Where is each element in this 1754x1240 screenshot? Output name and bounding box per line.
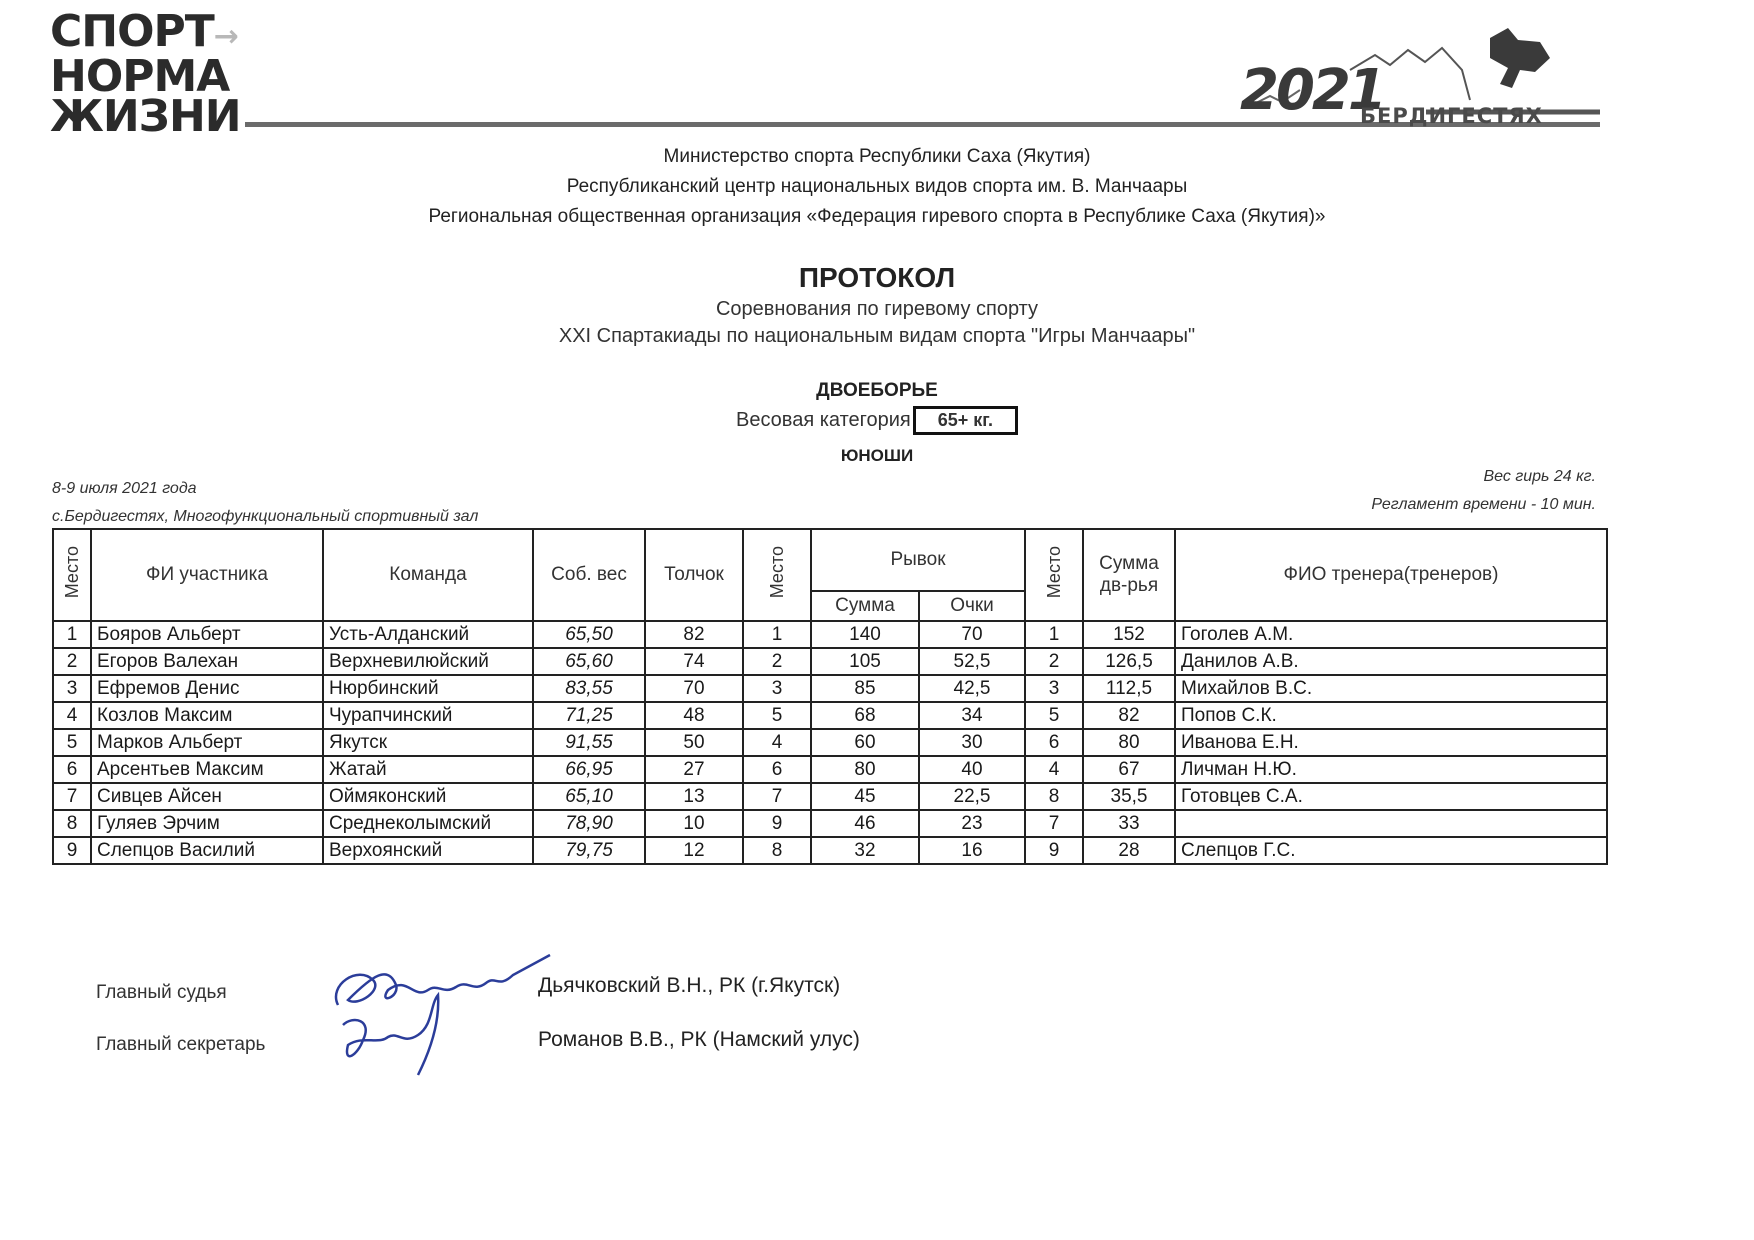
cell-jerk-place: 9 <box>743 810 811 837</box>
cell-jerk: 48 <box>645 702 743 729</box>
cell-bodyweight: 65,50 <box>533 621 645 648</box>
cell-snatch-sum: 140 <box>811 621 919 648</box>
org-line-ministry: Министерство спорта Республики Саха (Якутия) <box>663 146 1091 167</box>
cell-snatch-sum: 32 <box>811 837 919 864</box>
org-line-center: Республиканский центр национальных видов спорта им. В. Манчаары <box>566 176 1188 197</box>
results-table <box>52 528 1608 865</box>
cell-total: 35,5 <box>1083 783 1175 810</box>
cell-name: Бояров Альберт <box>91 621 323 648</box>
cell-jerk-place: 6 <box>743 756 811 783</box>
cell-jerk-place: 5 <box>743 702 811 729</box>
competition-venue: с.Бердигестях, Многофункциональный спортивный зал <box>52 508 479 525</box>
handwritten-signatures <box>318 945 558 1095</box>
logo-line-1: СПОРТ <box>50 6 214 57</box>
subtitle <box>0 296 1754 350</box>
weight-category-label: Весовая категория <box>735 409 911 431</box>
cell-snatch-place: 3 <box>1025 675 1083 702</box>
logo-sport-norma-zhizni <box>50 6 250 142</box>
header-snatch-points: Очки <box>919 591 1025 621</box>
header-place: Место <box>53 529 91 621</box>
arrow-right-icon: → <box>213 19 238 54</box>
cell-jerk: 12 <box>645 837 743 864</box>
cell-snatch-place: 9 <box>1025 837 1083 864</box>
cell-snatch-points: 22,5 <box>919 783 1025 810</box>
cell-place: 5 <box>53 729 91 756</box>
cell-snatch-sum: 80 <box>811 756 919 783</box>
cell-snatch-sum: 45 <box>811 783 919 810</box>
cell-jerk-place: 1 <box>743 621 811 648</box>
cell-coach: Михайлов В.С. <box>1175 675 1607 702</box>
table-row <box>53 648 1607 675</box>
cell-place: 3 <box>53 675 91 702</box>
cell-snatch-points: 40 <box>919 756 1025 783</box>
header-jerk-place: Место <box>743 529 811 621</box>
age-group: ЮНОШИ <box>840 446 914 465</box>
cell-jerk: 10 <box>645 810 743 837</box>
logo-line-2: НОРМА <box>50 51 230 102</box>
chief-judge-label: Главный судья <box>96 982 227 1003</box>
cell-bodyweight: 71,25 <box>533 702 645 729</box>
cell-snatch-place: 4 <box>1025 756 1083 783</box>
cell-name: Марков Альберт <box>91 729 323 756</box>
cell-jerk: 70 <box>645 675 743 702</box>
discipline-title: ДВОЕБОРЬЕ <box>816 380 938 401</box>
cell-snatch-sum: 85 <box>811 675 919 702</box>
cell-name: Арсентьев Максим <box>91 756 323 783</box>
header-name: ФИ участника <box>91 529 323 621</box>
weight-category-row <box>0 406 1754 435</box>
competition-date: 8-9 июля 2021 года <box>52 480 197 497</box>
cell-team: Верхневилюйский <box>323 648 533 675</box>
cell-jerk-place: 3 <box>743 675 811 702</box>
table-row <box>53 675 1607 702</box>
cell-team: Жатай <box>323 756 533 783</box>
kettlebell-weight: Вес гирь 24 кг. <box>1483 468 1596 485</box>
cell-snatch-sum: 68 <box>811 702 919 729</box>
cell-bodyweight: 65,60 <box>533 648 645 675</box>
cell-bodyweight: 65,10 <box>533 783 645 810</box>
subtitle-line-2: XXI Спартакиады по национальным видам спорта "Игры Манчаары" <box>558 325 1196 347</box>
cell-bodyweight: 79,75 <box>533 837 645 864</box>
cell-team: Верхоянский <box>323 837 533 864</box>
cell-place: 6 <box>53 756 91 783</box>
cell-snatch-sum: 60 <box>811 729 919 756</box>
cell-snatch-points: 23 <box>919 810 1025 837</box>
cell-team: Среднеколымский <box>323 810 533 837</box>
table-row <box>53 837 1607 864</box>
cell-total: 67 <box>1083 756 1175 783</box>
cell-snatch-sum: 105 <box>811 648 919 675</box>
cell-snatch-points: 42,5 <box>919 675 1025 702</box>
cell-name: Гуляев Эрчим <box>91 810 323 837</box>
cell-place: 4 <box>53 702 91 729</box>
cell-snatch-place: 5 <box>1025 702 1083 729</box>
cell-name: Козлов Максим <box>91 702 323 729</box>
header-team: Команда <box>323 529 533 621</box>
chief-secretary-name: Романов В.В., РК (Намский улус) <box>538 1028 860 1051</box>
header-total <box>1083 529 1175 621</box>
table-row <box>53 729 1607 756</box>
cell-team: Якутск <box>323 729 533 756</box>
cell-coach: Иванова Е.Н. <box>1175 729 1607 756</box>
header-total-line2: дв-рья <box>1099 575 1159 596</box>
cell-jerk: 74 <box>645 648 743 675</box>
cell-coach: Попов С.К. <box>1175 702 1607 729</box>
cell-snatch-points: 52,5 <box>919 648 1025 675</box>
cell-name: Сивцев Айсен <box>91 783 323 810</box>
table-row <box>53 783 1607 810</box>
header-coach: ФИО тренера(тренеров) <box>1175 529 1607 621</box>
cell-place: 9 <box>53 837 91 864</box>
subtitle-line-1: Соревнования по гиревому спорту <box>715 298 1039 320</box>
cell-snatch-points: 70 <box>919 621 1025 648</box>
cell-coach <box>1175 810 1607 837</box>
header-snatch: Рывок <box>811 529 1025 591</box>
logo-line-3: ЖИЗНИ <box>50 91 241 142</box>
table-row <box>53 810 1607 837</box>
cell-total: 112,5 <box>1083 675 1175 702</box>
cell-jerk-place: 4 <box>743 729 811 756</box>
cell-name: Егоров Валехан <box>91 648 323 675</box>
time-limit: Регламент времени - 10 мин. <box>1371 496 1596 513</box>
chief-secretary-label: Главный секретарь <box>96 1034 266 1055</box>
cell-bodyweight: 78,90 <box>533 810 645 837</box>
cell-place: 7 <box>53 783 91 810</box>
weight-category-value: 65+ кг. <box>913 406 1018 435</box>
header-jerk: Толчок <box>645 529 743 621</box>
cell-snatch-points: 34 <box>919 702 1025 729</box>
cell-snatch-place: 1 <box>1025 621 1083 648</box>
cell-coach: Слепцов Г.С. <box>1175 837 1607 864</box>
cell-name: Слепцов Василий <box>91 837 323 864</box>
cell-team: Чурапчинский <box>323 702 533 729</box>
logo-year: 2021 <box>1240 58 1384 123</box>
cell-place: 2 <box>53 648 91 675</box>
cell-bodyweight: 83,55 <box>533 675 645 702</box>
cell-name: Ефремов Денис <box>91 675 323 702</box>
chief-judge-name: Дьячковский В.Н., РК (г.Якутск) <box>538 974 841 997</box>
table-row <box>53 702 1607 729</box>
header-total-line1: Сумма <box>1099 553 1159 574</box>
cell-snatch-place: 7 <box>1025 810 1083 837</box>
cell-place: 8 <box>53 810 91 837</box>
cell-jerk: 13 <box>645 783 743 810</box>
cell-team: Нюрбинский <box>323 675 533 702</box>
cell-jerk: 50 <box>645 729 743 756</box>
cell-snatch-place: 8 <box>1025 783 1083 810</box>
logo-berdigestyakh-2021 <box>1190 10 1610 128</box>
cell-jerk-place: 7 <box>743 783 811 810</box>
cell-coach: Готовцев С.А. <box>1175 783 1607 810</box>
cell-jerk: 27 <box>645 756 743 783</box>
cell-team: Оймяконский <box>323 783 533 810</box>
cell-snatch-place: 6 <box>1025 729 1083 756</box>
header-snatch-sum: Сумма <box>811 591 919 621</box>
cell-total: 28 <box>1083 837 1175 864</box>
cell-snatch-sum: 46 <box>811 810 919 837</box>
cell-total: 80 <box>1083 729 1175 756</box>
cell-coach: Данилов А.В. <box>1175 648 1607 675</box>
header-snatch-place: Место <box>1025 529 1083 621</box>
cell-coach: Гоголев А.М. <box>1175 621 1607 648</box>
cell-total: 33 <box>1083 810 1175 837</box>
cell-total: 152 <box>1083 621 1175 648</box>
cell-coach: Личман Н.Ю. <box>1175 756 1607 783</box>
cell-snatch-place: 2 <box>1025 648 1083 675</box>
header-bodyweight: Соб. вес <box>533 529 645 621</box>
org-header <box>0 142 1754 232</box>
table-row <box>53 756 1607 783</box>
org-line-federation: Региональная общественная организация «Федерация гиревого спорта в Республике Саха (Якутия)» <box>428 206 1326 227</box>
cell-place: 1 <box>53 621 91 648</box>
cell-snatch-points: 30 <box>919 729 1025 756</box>
cell-bodyweight: 66,95 <box>533 756 645 783</box>
cell-team: Усть-Алданский <box>323 621 533 648</box>
logo-town: БЕРДИГЕСТЯХ <box>1360 104 1543 128</box>
page-title: ПРОТОКОЛ <box>798 262 956 293</box>
cell-total: 82 <box>1083 702 1175 729</box>
cell-jerk: 82 <box>645 621 743 648</box>
table-row <box>53 621 1607 648</box>
cell-bodyweight: 91,55 <box>533 729 645 756</box>
cell-jerk-place: 2 <box>743 648 811 675</box>
cell-total: 126,5 <box>1083 648 1175 675</box>
cell-jerk-place: 8 <box>743 837 811 864</box>
cell-snatch-points: 16 <box>919 837 1025 864</box>
